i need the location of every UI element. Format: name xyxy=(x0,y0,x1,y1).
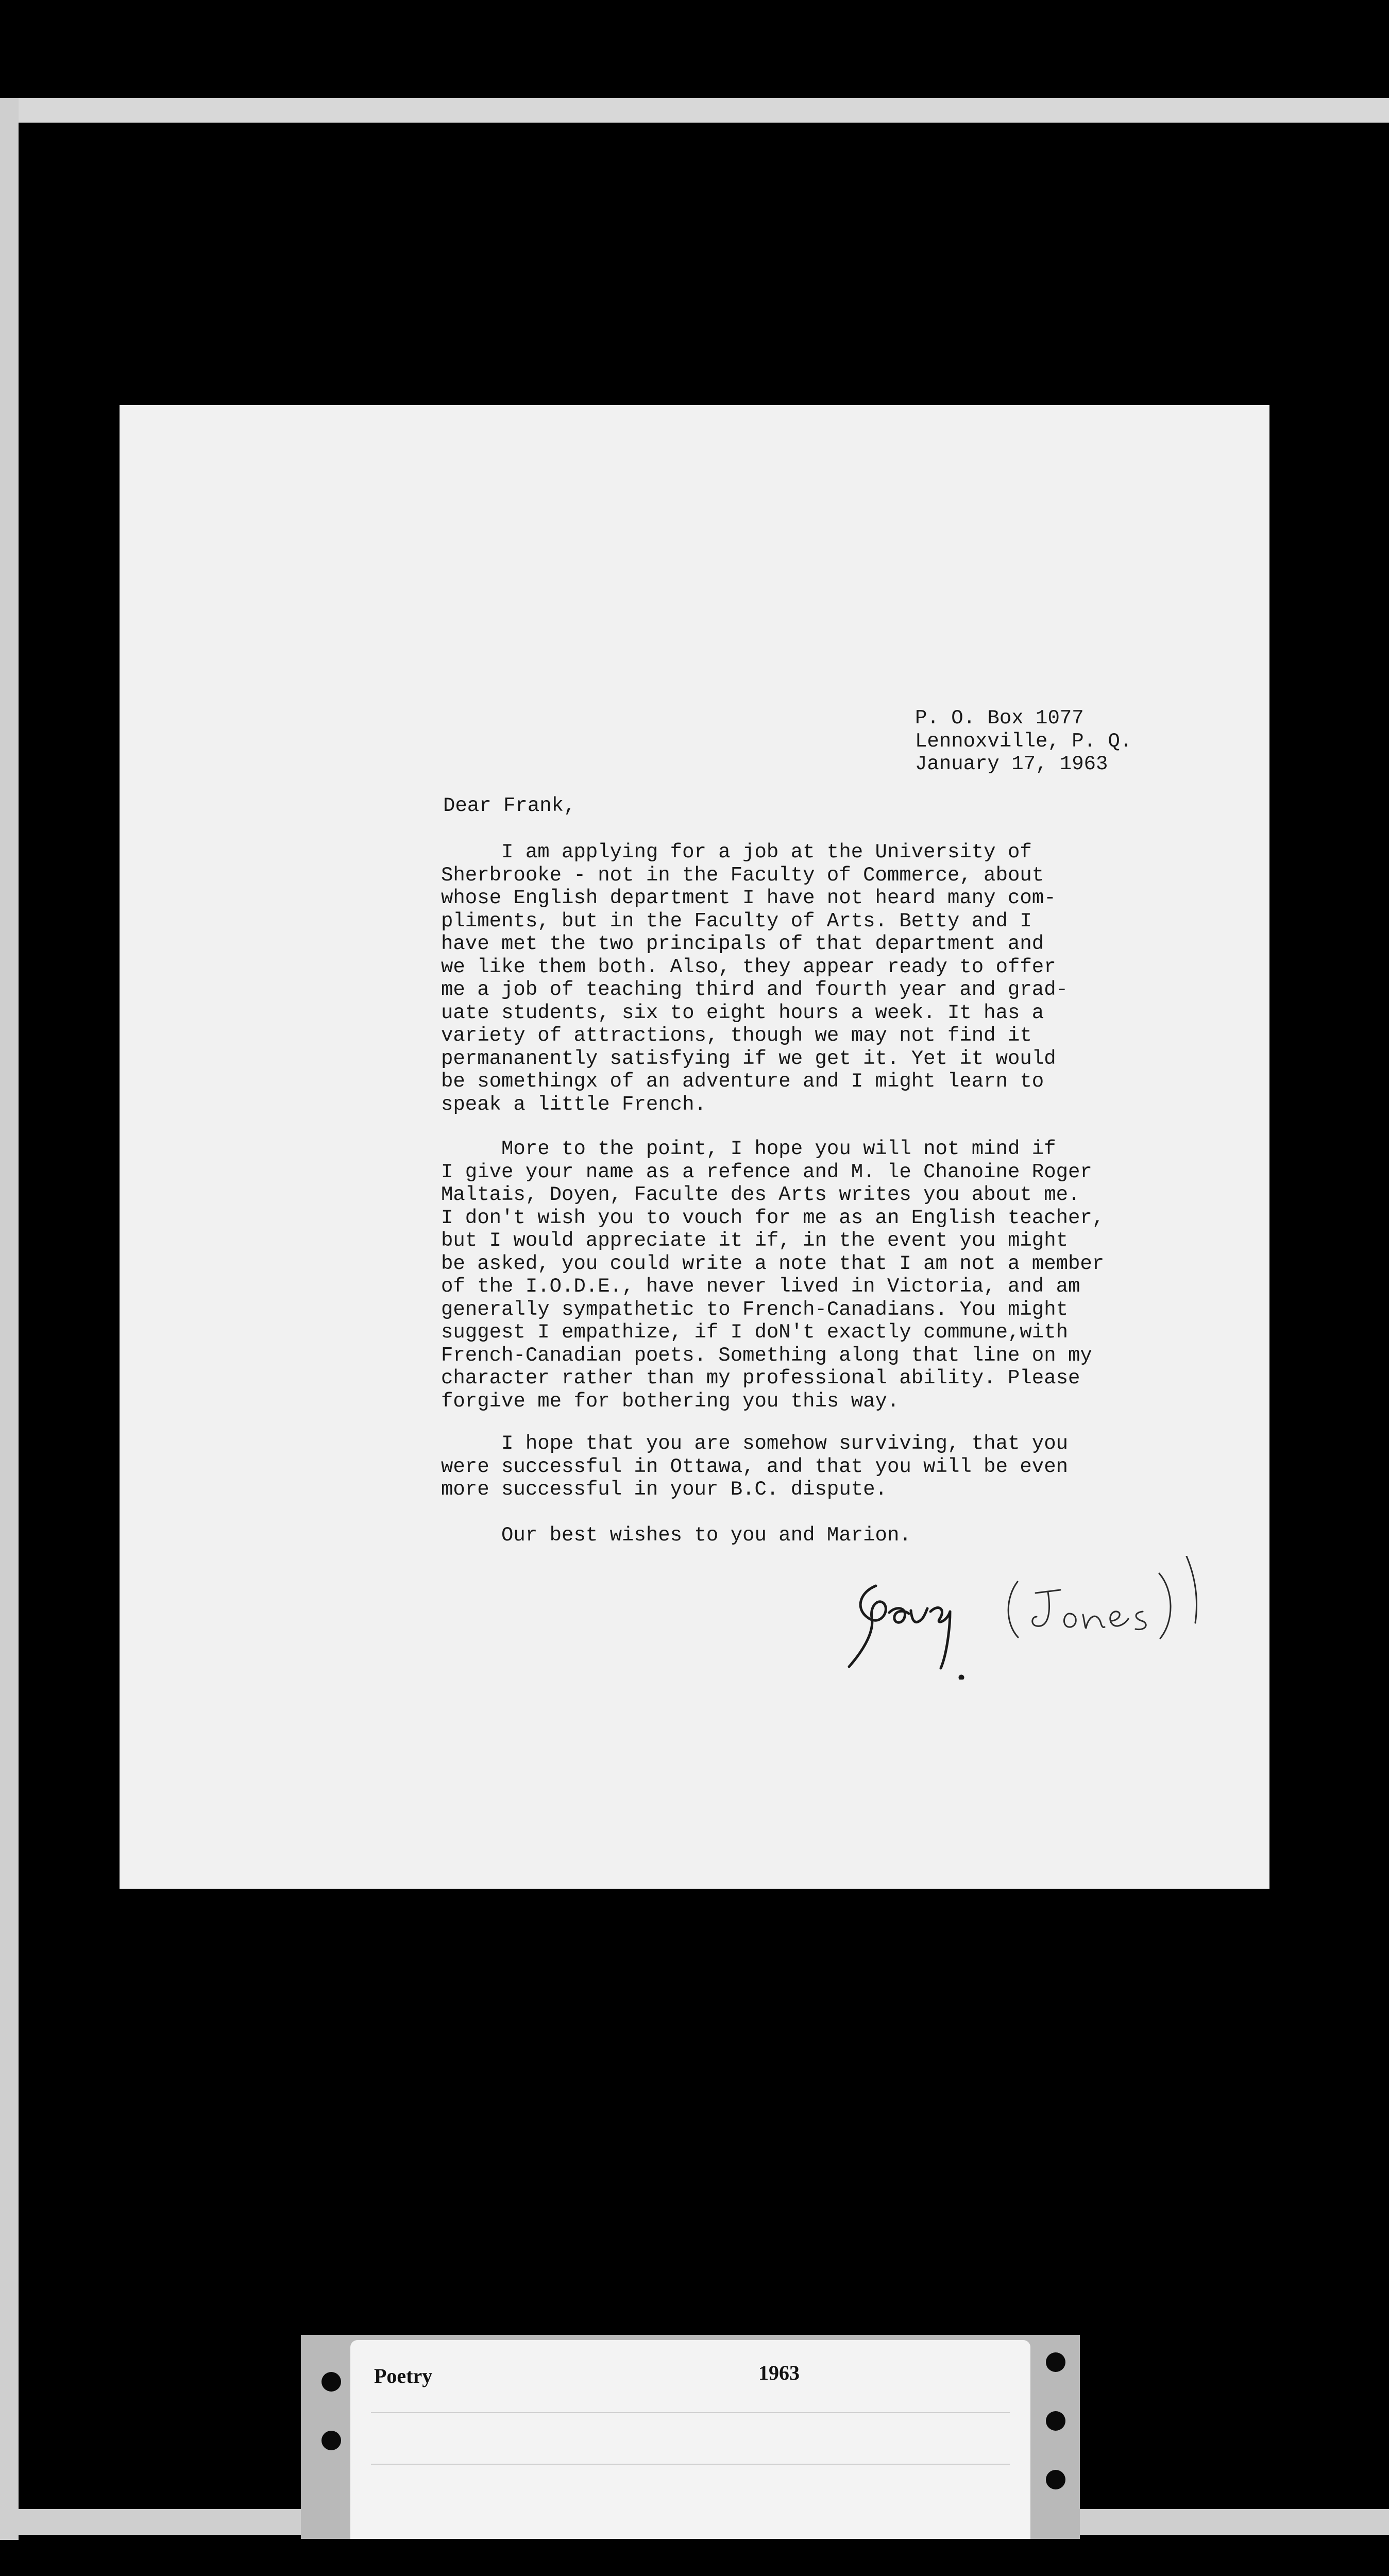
body-paragraph: More to the point, I hope you will not mind if I give your name as a refence and M. le Chanoine Roger Maltais, Doyen, Faculte des Arts writes you about me. I don't wish you to vouch for me as an English teacher, but I would appreciate it if, in the event you might be asked, you could write a note that I am not a member of the I.O.D.E., have never lived in Victoria, and am generally sympathetic to French-Canadians. You might suggest I empathize, if I doN't exactly commune,with French-Canadian poets. Something along that line on my character rather than my professional ability. Please forgive me for bothering you this way. xyxy=(441,1138,1105,1413)
folder-category-label: Poetry xyxy=(374,2364,433,2387)
punch-hole xyxy=(321,2372,341,2392)
film-edge-left xyxy=(0,98,19,2540)
folder-rule xyxy=(371,2464,1010,2465)
punch-hole xyxy=(1046,2352,1065,2372)
folder-rule xyxy=(371,2412,1010,2413)
body-paragraph: I hope that you are somehow surviving, that you were successful in Ottawa, and that you will be even more successful in your B.C. dispute. xyxy=(441,1432,1068,1501)
film-edge-top xyxy=(0,98,1389,123)
closing-line: Our best wishes to you and Marion. xyxy=(441,1524,911,1547)
handwritten-signature xyxy=(840,1556,1231,1680)
body-paragraph: I am applying for a job at the University of Sherbrooke - not in the Faculty of Commerce, about whose English department I have not heard many com- pliments, but in the Faculty of Arts. Betty and I have met the two principals of that department and we like them both. Also, they appear ready to offer me a job of teaching third and fourth year and grad- uate students, six to eight hours a week. It has a variety of attractions, though we may not find it permananently satisfying if we get it. Yet it would be somethingx of an adventure and I might learn to speak a little French. xyxy=(441,841,1068,1116)
salutation: Dear Frank, xyxy=(443,794,576,817)
punch-hole xyxy=(1046,2470,1065,2489)
folder-year-label: 1963 xyxy=(758,2361,800,2384)
punch-hole xyxy=(1046,2411,1065,2431)
folder-tab xyxy=(301,2335,1080,2539)
folder-label xyxy=(350,2340,1030,2539)
punch-hole xyxy=(321,2431,341,2450)
return-address: P. O. Box 1077 Lennoxville, P. Q. January 17, 1963 xyxy=(915,707,1132,775)
